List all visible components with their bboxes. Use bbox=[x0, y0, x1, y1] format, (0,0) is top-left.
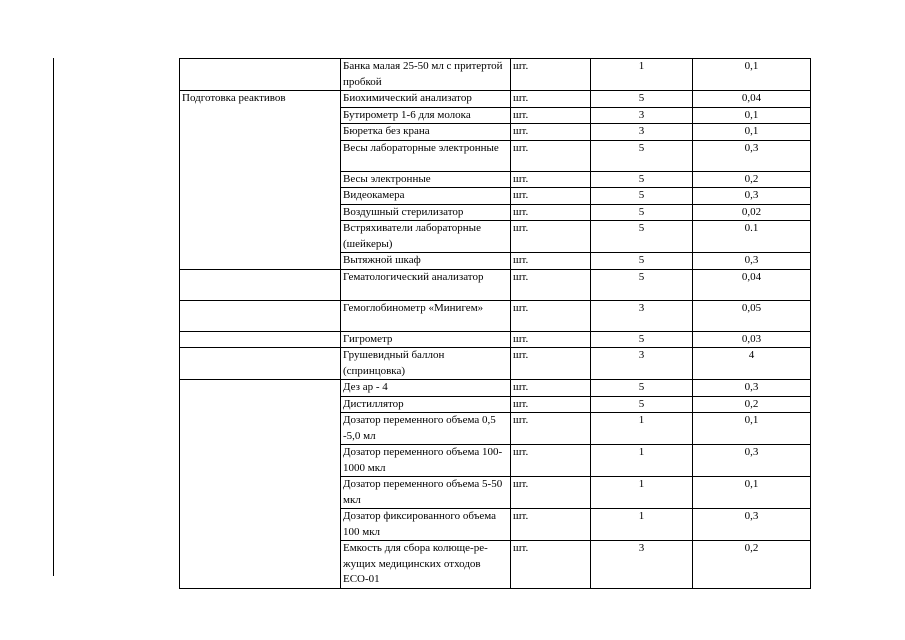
item-unit: шт. bbox=[511, 348, 591, 380]
item-qty: 5 bbox=[591, 253, 693, 270]
item-norm: 0,02 bbox=[693, 204, 811, 221]
page-margin-line bbox=[53, 58, 54, 576]
item-unit: шт. bbox=[511, 413, 591, 445]
item-qty: 5 bbox=[591, 380, 693, 397]
item-qty: 5 bbox=[591, 140, 693, 171]
item-unit: шт. bbox=[511, 477, 591, 509]
item-qty: 5 bbox=[591, 331, 693, 348]
item-norm: 0,3 bbox=[693, 253, 811, 270]
item-qty: 1 bbox=[591, 413, 693, 445]
item-norm: 0,2 bbox=[693, 396, 811, 413]
item-name: Гематологический анализатор bbox=[341, 269, 511, 300]
item-norm: 0,1 bbox=[693, 413, 811, 445]
item-name: Емкость для сбора колюще-ре-жущих медицинских отходов ЕСО-01 bbox=[341, 541, 511, 589]
item-norm: 0,2 bbox=[693, 171, 811, 188]
item-unit: шт. bbox=[511, 380, 591, 397]
item-name: Дозатор переменного объема 0,5 -5,0 мл bbox=[341, 413, 511, 445]
stage-cell bbox=[180, 331, 341, 348]
item-norm: 0,1 bbox=[693, 124, 811, 141]
item-name: Бюретка без крана bbox=[341, 124, 511, 141]
item-qty: 5 bbox=[591, 204, 693, 221]
item-norm: 0,2 bbox=[693, 541, 811, 589]
item-name: Дозатор фиксированного объема 100 мкл bbox=[341, 509, 511, 541]
item-norm: 0,3 bbox=[693, 188, 811, 205]
item-qty: 5 bbox=[591, 269, 693, 300]
item-name: Видеокамера bbox=[341, 188, 511, 205]
item-qty: 3 bbox=[591, 124, 693, 141]
item-qty: 5 bbox=[591, 188, 693, 205]
item-unit: шт. bbox=[511, 140, 591, 171]
item-unit: шт. bbox=[511, 171, 591, 188]
table-row bbox=[180, 59, 811, 91]
stage-cell bbox=[180, 269, 341, 300]
item-unit: шт. bbox=[511, 541, 591, 589]
item-unit: шт. bbox=[511, 300, 591, 331]
item-name: Дозатор переменного объема 100-1000 мкл bbox=[341, 445, 511, 477]
item-unit: шт. bbox=[511, 107, 591, 124]
item-qty: 1 bbox=[591, 445, 693, 477]
item-qty: 1 bbox=[591, 59, 693, 91]
item-name: Весы лабораторные электронные bbox=[341, 140, 511, 171]
table-row bbox=[180, 300, 811, 331]
item-qty: 3 bbox=[591, 348, 693, 380]
item-norm: 0,1 bbox=[693, 477, 811, 509]
item-qty: 5 bbox=[591, 171, 693, 188]
table-row bbox=[180, 380, 811, 397]
item-norm: 0,1 bbox=[693, 59, 811, 91]
item-name: Гигрометр bbox=[341, 331, 511, 348]
item-unit: шт. bbox=[511, 59, 591, 91]
item-unit: шт. bbox=[511, 253, 591, 270]
item-name: Встряхиватели лабораторные (шейкеры) bbox=[341, 221, 511, 253]
item-name: Вытяжной шкаф bbox=[341, 253, 511, 270]
item-norm: 0.1 bbox=[693, 221, 811, 253]
item-qty: 3 bbox=[591, 541, 693, 589]
item-qty: 1 bbox=[591, 509, 693, 541]
item-unit: шт. bbox=[511, 124, 591, 141]
item-norm: 4 bbox=[693, 348, 811, 380]
table-row bbox=[180, 348, 811, 380]
item-norm: 0,05 bbox=[693, 300, 811, 331]
item-name: Весы электронные bbox=[341, 171, 511, 188]
item-qty: 3 bbox=[591, 107, 693, 124]
item-unit: шт. bbox=[511, 221, 591, 253]
item-name: Дез ар - 4 bbox=[341, 380, 511, 397]
item-unit: шт. bbox=[511, 269, 591, 300]
item-norm: 0,3 bbox=[693, 445, 811, 477]
stage-cell bbox=[180, 380, 341, 589]
stage-cell: Подготовка реактивов bbox=[180, 91, 341, 270]
item-norm: 0,1 bbox=[693, 107, 811, 124]
equipment-table bbox=[179, 58, 811, 589]
table-row bbox=[180, 91, 811, 108]
item-qty: 5 bbox=[591, 91, 693, 108]
item-qty: 1 bbox=[591, 477, 693, 509]
item-name: Воздушный стерилизатор bbox=[341, 204, 511, 221]
item-unit: шт. bbox=[511, 445, 591, 477]
item-norm: 0,04 bbox=[693, 91, 811, 108]
item-unit: шт. bbox=[511, 91, 591, 108]
item-unit: шт. bbox=[511, 331, 591, 348]
stage-cell bbox=[180, 348, 341, 380]
stage-cell bbox=[180, 300, 341, 331]
item-name: Дистиллятор bbox=[341, 396, 511, 413]
item-unit: шт. bbox=[511, 204, 591, 221]
item-name: Банка малая 25-50 мл с притертой пробкой bbox=[341, 59, 511, 91]
item-norm: 0,3 bbox=[693, 380, 811, 397]
item-norm: 0,04 bbox=[693, 269, 811, 300]
item-norm: 0,3 bbox=[693, 140, 811, 171]
item-unit: шт. bbox=[511, 396, 591, 413]
item-name: Грушевидный баллон (спринцовка) bbox=[341, 348, 511, 380]
table-row bbox=[180, 269, 811, 300]
item-qty: 3 bbox=[591, 300, 693, 331]
item-qty: 5 bbox=[591, 221, 693, 253]
item-name: Биохимический анализатор bbox=[341, 91, 511, 108]
stage-cell bbox=[180, 59, 341, 91]
item-unit: шт. bbox=[511, 509, 591, 541]
item-name: Гемоглобинометр «Минигем» bbox=[341, 300, 511, 331]
table-row bbox=[180, 331, 811, 348]
item-name: Дозатор переменного объема 5-50 мкл bbox=[341, 477, 511, 509]
item-unit: шт. bbox=[511, 188, 591, 205]
item-norm: 0,03 bbox=[693, 331, 811, 348]
item-norm: 0,3 bbox=[693, 509, 811, 541]
item-name: Бутирометр 1-6 для молока bbox=[341, 107, 511, 124]
item-qty: 5 bbox=[591, 396, 693, 413]
